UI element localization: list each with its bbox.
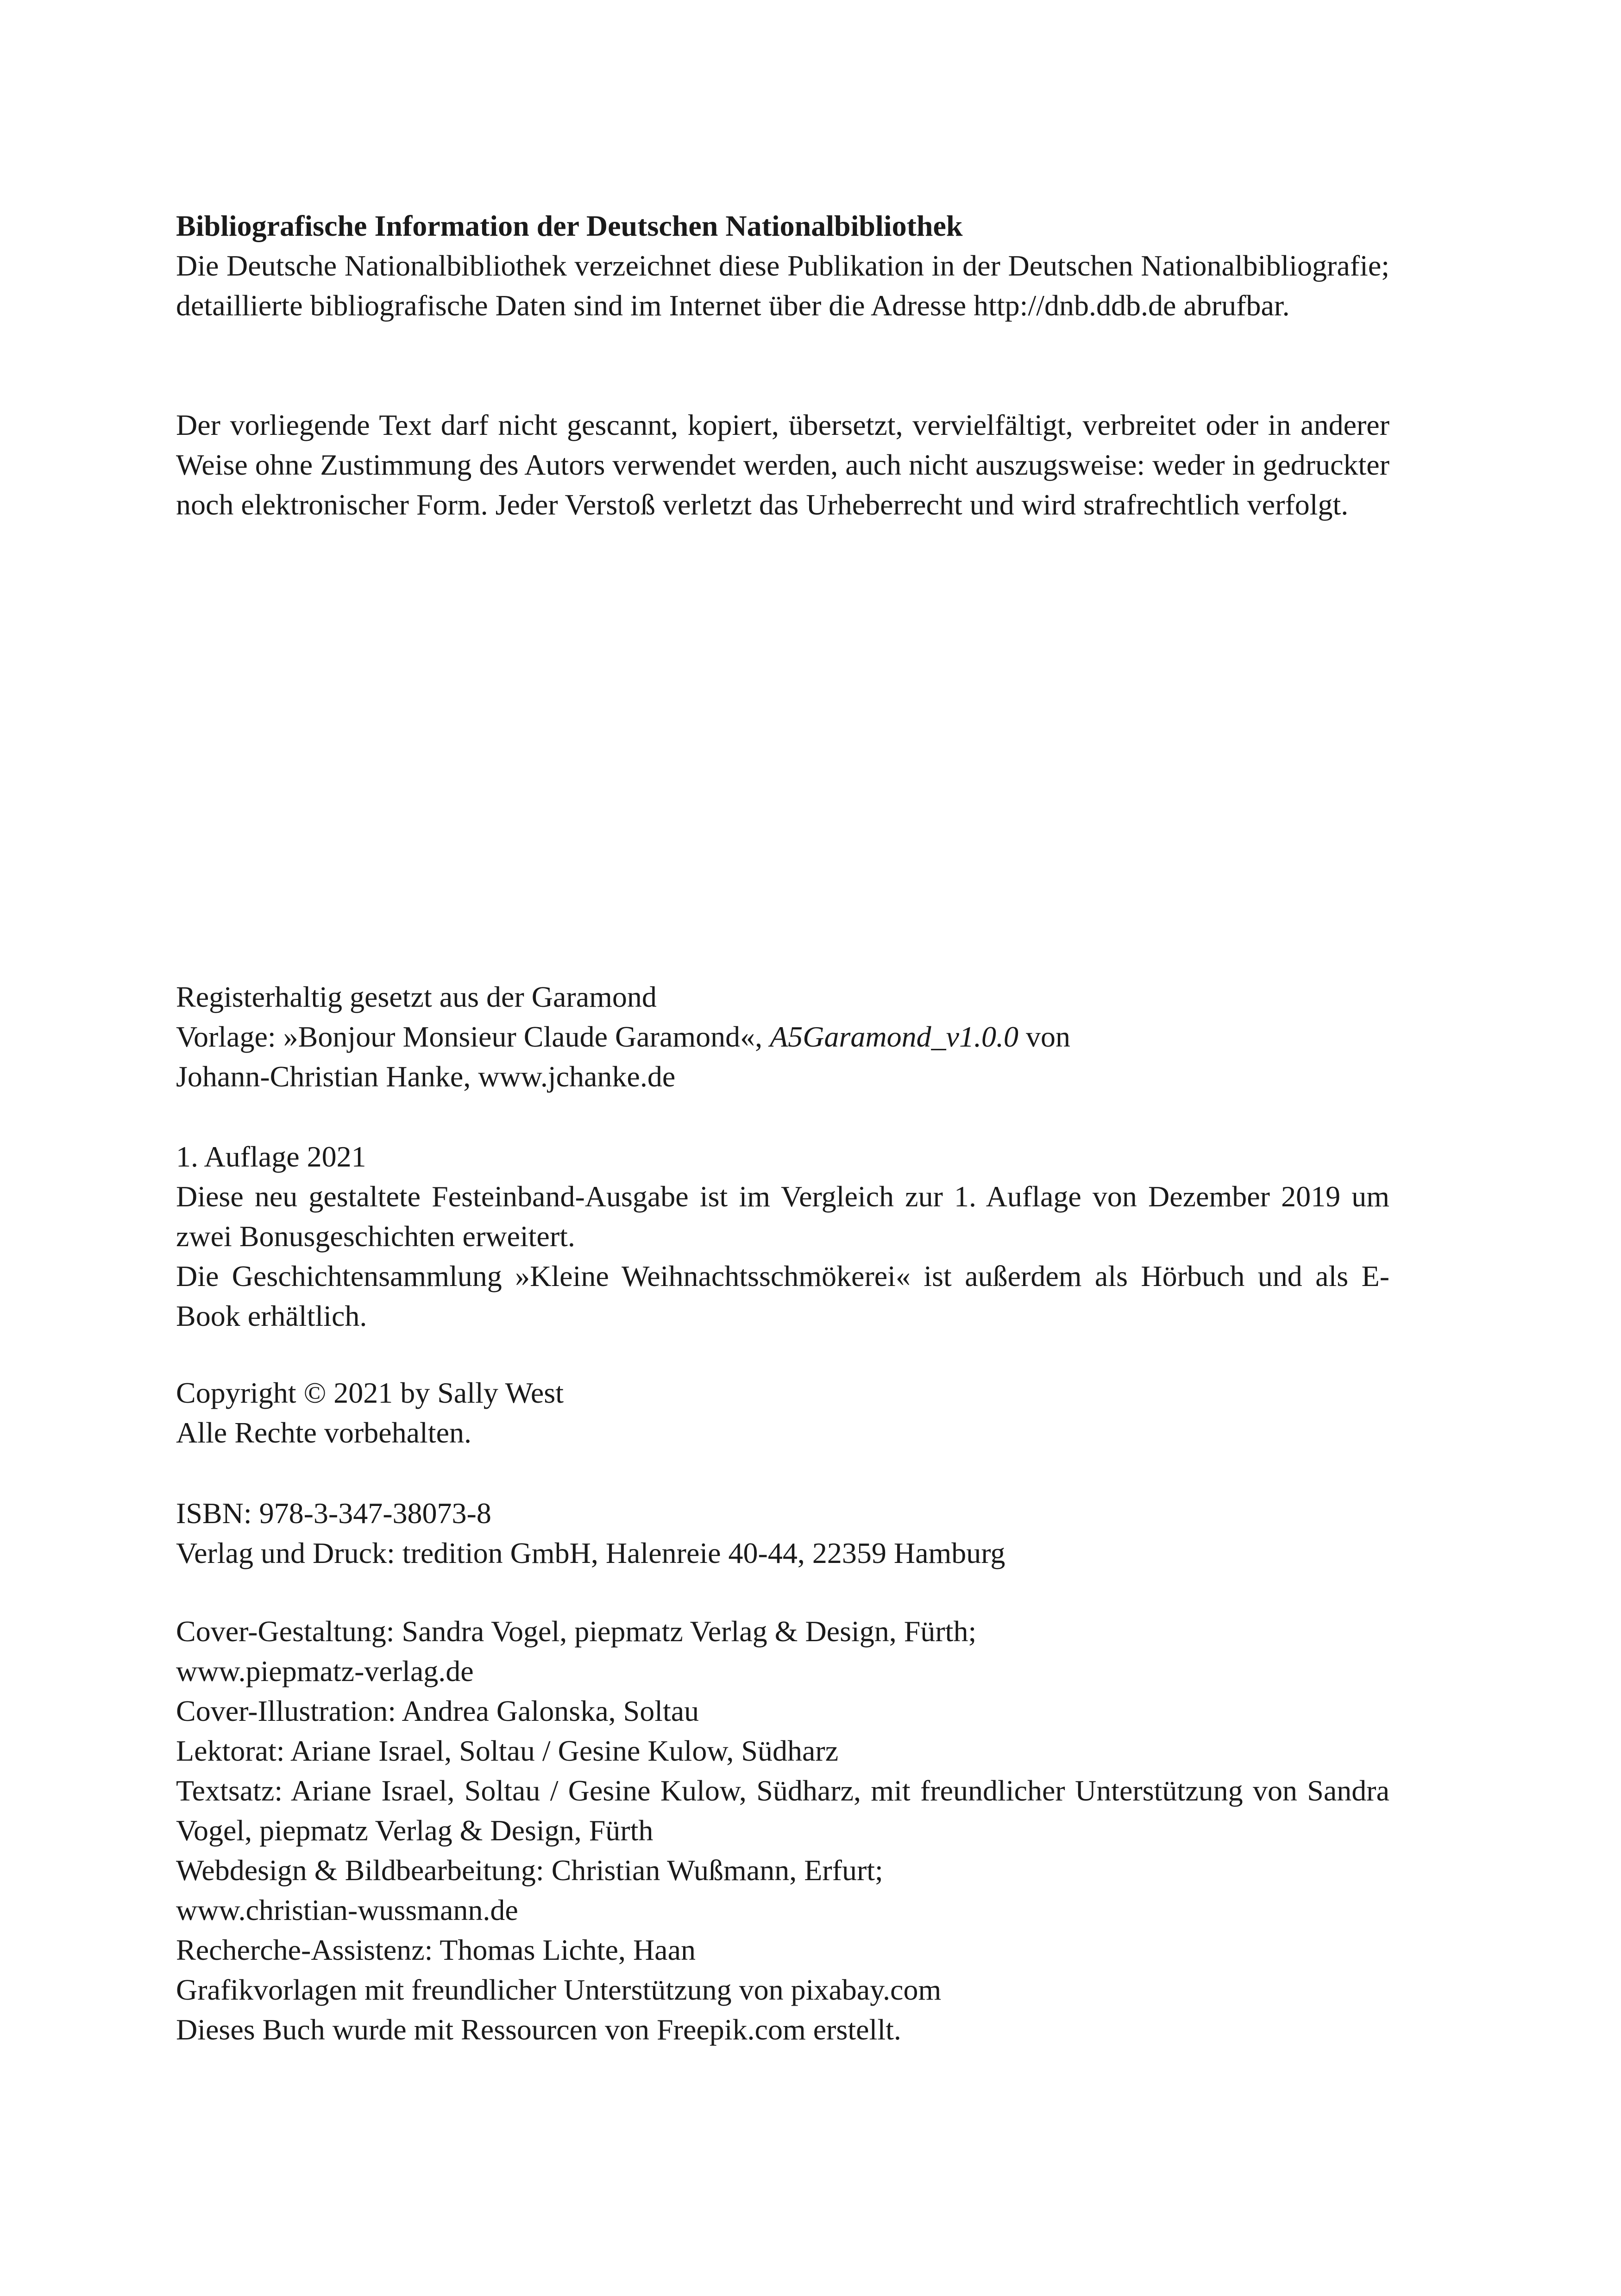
notice-text: Der vorliegende Text darf nicht gescannt, kopiert, übersetzt, vervielfältigt, verbreitet oder in anderer Weise ohne Zustimmung des Autors verwendet werden, auch nicht auszugsweise: weder in gedruckter noch elektronischer Form. Jeder Verstoß verletzt das Urheberrecht und wird strafrechtlich verfolgt.: [176, 408, 1389, 521]
typesetting-section: [176, 977, 1389, 1097]
rights-line: Alle Rechte vorbehalten.: [176, 1416, 471, 1449]
credits-section: [176, 1612, 1389, 2050]
edition-line: 1. Auflage 2021: [176, 1140, 366, 1173]
credit-line: Lektorat: Ariane Israel, Soltau / Gesine Kulow, Südharz: [176, 1734, 839, 1767]
publisher-section: [176, 1493, 1389, 1573]
edition-formats: Die Geschichtensammlung »Kleine Weihnachtsschmökerei« ist außerdem als Hörbuch und als E-Book erhältlich.: [176, 1260, 1389, 1332]
copyright-notice: [176, 405, 1389, 525]
copyright-line: Copyright © 2021 by Sally West: [176, 1376, 564, 1409]
print-line: Verlag und Druck: tredition GmbH, Halenreie 40-44, 22359 Hamburg: [176, 1537, 1005, 1569]
credit-line: Recherche-Assistenz: Thomas Lichte, Haan: [176, 1933, 696, 1966]
bibliographic-heading: Bibliografische Information der Deutschen Nationalbibliothek: [176, 209, 963, 242]
template-name: A5Garamond_v1.0.0: [770, 1020, 1018, 1053]
bibliographic-text: Die Deutsche Nationalbibliothek verzeichnet diese Publikation in der Deutschen Nationalbibliografie; detaillierte bibliografische Daten sind im Internet über die Adresse http://dnb.ddb.de abrufbar.: [176, 249, 1389, 322]
credit-line: www.piepmatz-verlag.de: [176, 1655, 474, 1687]
template-suffix: von: [1018, 1020, 1070, 1053]
typesetting-line-1: Registerhaltig gesetzt aus der Garamond: [176, 980, 657, 1013]
edition-description: Diese neu gestaltete Festeinband-Ausgabe ist im Vergleich zur 1. Auflage von Dezember 2019 um zwei Bonusgeschichten erweitert.: [176, 1180, 1389, 1253]
credit-line: Webdesign & Bildbearbeitung: Christian Wußmann, Erfurt;: [176, 1854, 883, 1887]
credit-line: Cover-Illustration: Andrea Galonska, Soltau: [176, 1694, 699, 1727]
credit-line: Textsatz: Ariane Israel, Soltau / Gesine Kulow, Südharz, mit freundlicher Unterstützung von Sandra Vogel, piepmatz Verlag & Design, Fürth: [176, 1774, 1389, 1847]
credit-line: Dieses Buch wurde mit Ressourcen von Freepik.com erstellt.: [176, 2013, 901, 2046]
template-prefix: Vorlage: »Bonjour Monsieur Claude Garamond«,: [176, 1020, 770, 1053]
edition-section: [176, 1137, 1389, 1336]
credit-line: Grafikvorlagen mit freundlicher Unterstützung von pixabay.com: [176, 1973, 942, 2006]
bibliographic-section: [176, 206, 1389, 326]
credit-line: www.christian-wussmann.de: [176, 1894, 518, 1926]
copyright-section: [176, 1373, 1389, 1453]
credit-line: Cover-Gestaltung: Sandra Vogel, piepmatz Verlag & Design, Fürth;: [176, 1615, 977, 1648]
isbn-line: ISBN: 978-3-347-38073-8: [176, 1497, 491, 1530]
typesetting-line-2: [176, 1017, 1389, 1057]
typesetting-line-3: Johann-Christian Hanke, www.jchanke.de: [176, 1060, 676, 1093]
